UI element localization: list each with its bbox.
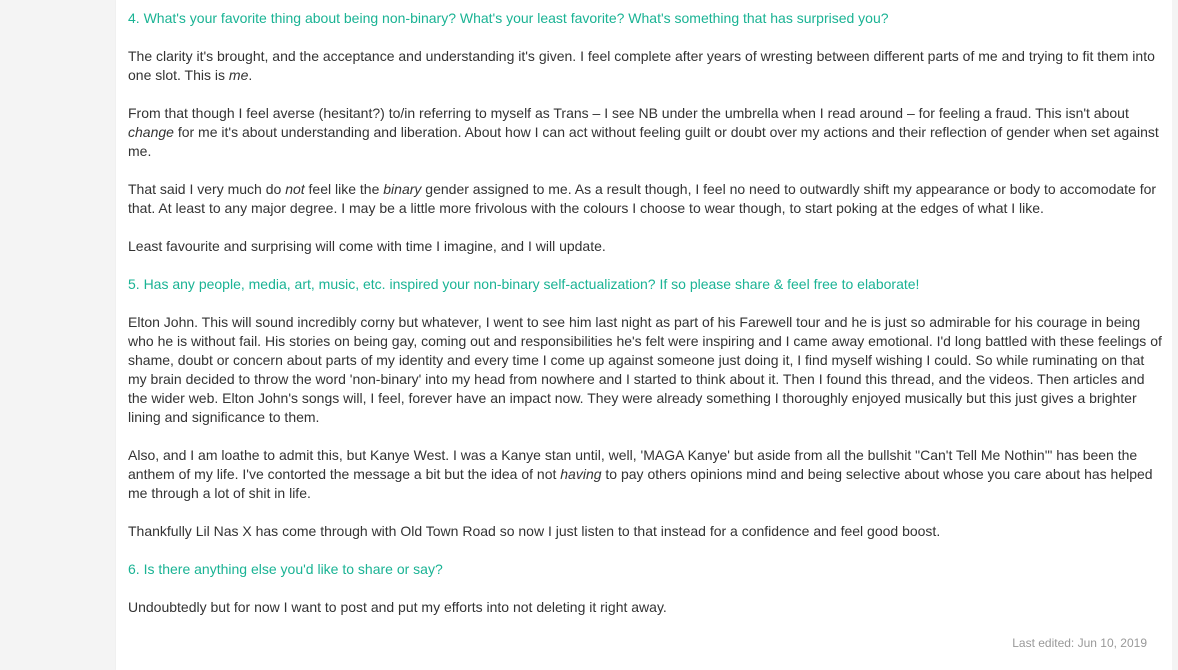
answer-4-paragraph-4: Least favourite and surprising will come with time I imagine, and I will update.	[128, 238, 606, 254]
text-segment: That said I very much do	[128, 181, 286, 197]
answer-5-paragraph-2	[128, 446, 1162, 503]
answer-5-paragraph-3: Thankfully Lil Nas X has come through with Old Town Road so now I just listen to that instead for a confidence and feel good boost.	[128, 523, 941, 539]
text-segment: From that though I feel averse (hesitant?) to/in referring to myself as Trans – I see NB under the umbrella when I read around – for feeling a fraud. This isn't about	[128, 105, 1129, 121]
emphasis-text: binary	[383, 181, 422, 197]
text-segment: to pay others opinions mind and being selective about whose you care about has helped me through a lot of shit in life.	[128, 466, 1153, 501]
answer-4-paragraph-2	[128, 104, 1162, 161]
emphasis-text: not	[285, 181, 305, 197]
emphasis-text: having	[560, 466, 602, 482]
post-content	[128, 9, 1162, 636]
post-card	[116, 0, 1172, 670]
answer-5-paragraph-1: Elton John. This will sound incredibly corny but whatever, I went to see him last night as part of his Farewell tour and he is just so admirable for his courage in being who he is without fail. His stories on being gay, coming out and responsibilities he's felt were inspiring and I came away emotional. I'd long battled with these feelings of shame, doubt or concern about parts of my identity and every time I come up against someone just doing it, I find myself wishing I could. So while ruminating on that my brain decided to throw the word 'non-binary' into my head from nowhere and I started to think about it. Then I found this thread, and the videos. Then articles and the wider web. Elton John's songs will, I feel, forever have an impact now. They were already something I thoroughly enjoyed musically but this just gives a brighter lining and significance to them.	[128, 314, 1162, 425]
answer-6-paragraph-1: Undoubtedly but for now I want to post and put my efforts into not deleting it right away.	[128, 599, 667, 615]
text-segment: .	[248, 67, 253, 83]
text-segment: The clarity it's brought, and the acceptance and understanding it's given. I feel complete after years of wresting between different parts of me and trying to fit them into one slot. This is	[128, 48, 1155, 83]
question-5: 5. Has any people, media, art, music, etc. inspired your non-binary self-actualization? If so please share & feel free to elaborate!	[128, 276, 920, 292]
answer-4-paragraph-3	[128, 180, 1162, 218]
emphasis-text: change	[128, 124, 174, 140]
text-segment: for me it's about understanding and liberation. About how I can act without feeling guilt or doubt over my actions and their reflection of gender when set against me.	[128, 124, 1159, 159]
question-6: 6. Is there anything else you'd like to share or say?	[128, 561, 443, 577]
question-4: 4. What's your favorite thing about being non-binary? What's your least favorite? What's something that has surprised you?	[128, 10, 889, 26]
text-segment: feel like the	[304, 181, 384, 197]
text-segment: gender assigned to me. As a result though, I feel no need to outwardly shift my appearance or body to accomodate for that. At least to any major degree. I may be a little more frivolous with the colours I choose to wear though, to start poking at the edges of what I like.	[128, 181, 1157, 216]
emphasis-text: me	[228, 67, 249, 83]
answer-4-paragraph-1	[128, 47, 1162, 85]
text-segment: Also, and I am loathe to admit this, but Kanye West. I was a Kanye stan until, well, 'MAGA Kanye' but aside from all the bullshit "Can't Tell Me Nothin'" has been the anthem of my life. I've contorted the message a bit but the idea of not	[128, 447, 1138, 482]
right-gutter	[1172, 0, 1178, 670]
last-edited-label: Last edited: Jun 10, 2019	[1012, 636, 1147, 650]
